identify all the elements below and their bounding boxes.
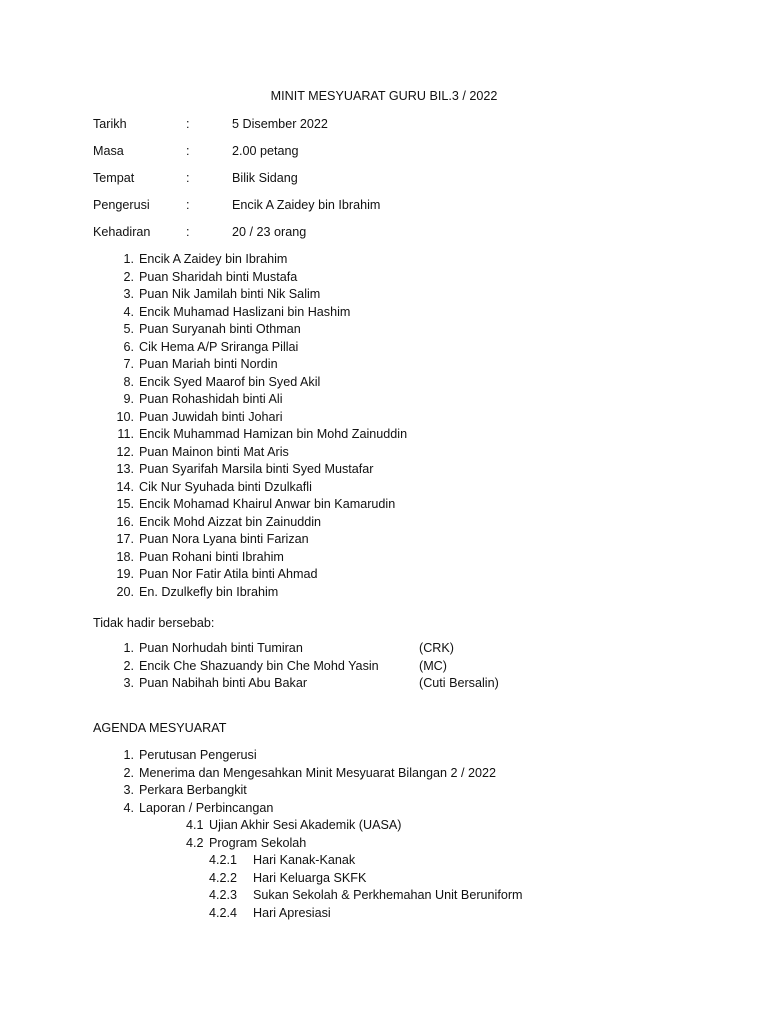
list-number: 15.	[116, 497, 134, 511]
list-number: 9.	[123, 392, 134, 406]
list-item	[0, 531, 768, 549]
attendee-name: Encik Mohd Aizzat bin Zainuddin	[139, 514, 322, 529]
attendee-name: Puan Mariah binti Nordin	[139, 357, 278, 371]
list-number: 18.	[116, 549, 134, 564]
absent-heading: Tidak hadir bersebab:	[93, 616, 215, 630]
meta-colon: :	[186, 198, 190, 212]
attendee-name: Puan Nor Fatir Atila binti Ahmad	[139, 567, 318, 581]
list-number: 14.	[116, 479, 134, 494]
list-item	[0, 765, 768, 783]
attendee-name: Puan Sharidah binti Mustafa	[139, 269, 298, 284]
list-number: 1.	[123, 252, 134, 266]
list-number: 13.	[116, 462, 134, 476]
subitem-text: Ujian Akhir Sesi Akademik (UASA)	[209, 818, 402, 832]
list-item	[0, 800, 768, 818]
list-item	[0, 496, 768, 514]
absent-name: Puan Nabihah binti Abu Bakar	[139, 676, 308, 690]
attendee-name: Encik Muhamad Haslizani bin Hashim	[139, 304, 351, 319]
meta-colon: :	[186, 144, 190, 158]
meta-label: Kehadiran	[93, 225, 151, 239]
attendee-list	[0, 251, 768, 601]
attendee-name: Cik Nur Syuhada binti Dzulkafli	[139, 479, 312, 494]
list-number: 8.	[123, 374, 134, 389]
list-number: 16.	[116, 514, 134, 529]
meta-colon: :	[186, 225, 190, 239]
list-number: 20.	[116, 584, 134, 599]
meta-value: Encik A Zaidey bin Ibrahim	[232, 198, 381, 212]
attendee-name: En. Dzulkefly bin Ibrahim	[139, 584, 279, 599]
meta-value: 5 Disember 2022	[232, 117, 328, 131]
list-number: 2.	[123, 269, 134, 284]
list-item	[0, 747, 768, 765]
list-item	[0, 658, 768, 676]
list-item	[0, 479, 768, 497]
subsubitem-text: Sukan Sekolah & Perkhemahan Unit Beruniform	[253, 888, 523, 902]
meta-label: Tarikh	[93, 117, 127, 131]
list-number: 10.	[116, 409, 134, 424]
absent-name: Encik Che Shazuandy bin Che Mohd Yasin	[139, 658, 379, 673]
subitem-text: Program Sekolah	[209, 835, 307, 850]
attendee-name: Puan Nora Lyana binti Farizan	[139, 532, 309, 546]
list-item	[0, 584, 768, 602]
list-number: 1.	[123, 641, 134, 655]
attendee-name: Puan Syarifah Marsila binti Syed Mustafar	[139, 462, 374, 476]
list-item	[0, 304, 768, 322]
list-item	[0, 269, 768, 287]
meta-value: Bilik Sidang	[232, 171, 298, 185]
meta-value: 20 / 23 orang	[232, 225, 307, 239]
document-title: MINIT MESYUARAT GURU BIL.3 / 2022	[270, 89, 498, 103]
agenda-item: Perkara Berbangkit	[139, 783, 247, 797]
list-number: 19.	[116, 567, 134, 581]
agenda-heading: AGENDA MESYUARAT	[93, 721, 227, 735]
subsubitem-number: 4.2.4	[209, 905, 238, 920]
list-item	[0, 409, 768, 427]
meta-value: 2.00 petang	[232, 144, 299, 158]
list-number: 4.	[123, 304, 134, 319]
list-item	[0, 549, 768, 567]
subsubitem-text: Hari Kanak-Kanak	[253, 853, 356, 867]
list-item	[0, 640, 768, 658]
list-item	[0, 286, 768, 304]
subsubitem-number: 4.2.2	[209, 870, 238, 885]
list-item	[0, 251, 768, 269]
list-item	[0, 374, 768, 392]
list-item	[0, 321, 768, 339]
subsubitem-number: 4.2.1	[209, 853, 238, 867]
agenda-item: Laporan / Perbincangan	[139, 800, 274, 815]
attendee-name: Encik Muhammad Hamizan bin Mohd Zainuddin	[139, 427, 408, 441]
meta-label: Tempat	[93, 171, 135, 185]
absent-reason: (Cuti Bersalin)	[419, 676, 499, 690]
list-item	[0, 514, 768, 532]
subitem-number: 4.2	[186, 835, 204, 850]
attendee-name: Encik Mohamad Khairul Anwar bin Kamarudin	[139, 497, 396, 511]
meta-colon: :	[186, 171, 190, 185]
attendee-name: Puan Mainon binti Mat Aris	[139, 444, 289, 459]
list-item	[0, 675, 768, 693]
list-number: 7.	[123, 357, 134, 371]
attendee-name: Puan Rohani binti Ibrahim	[139, 549, 284, 564]
subsubitem-number: 4.2.3	[209, 888, 238, 902]
meta-colon: :	[186, 117, 190, 131]
agenda-item: Perutusan Pengerusi	[139, 748, 257, 762]
meta-label: Pengerusi	[93, 198, 150, 212]
list-number: 11.	[117, 427, 134, 441]
attendee-name: Encik Syed Maarof bin Syed Akil	[139, 374, 321, 389]
agenda-item: Menerima dan Mengesahkan Minit Mesyuarat Bilangan 2 / 2022	[139, 765, 497, 780]
subsubitem-text: Hari Apresiasi	[253, 905, 331, 920]
subsubitem-text: Hari Keluarga SKFK	[253, 870, 367, 885]
agenda-list	[0, 747, 768, 817]
attendee-name: Puan Suryanah binti Othman	[139, 322, 301, 336]
list-number: 12.	[116, 444, 134, 459]
attendee-name: Puan Nik Jamilah binti Nik Salim	[139, 287, 321, 301]
list-item	[0, 426, 768, 444]
list-number: 17.	[116, 532, 134, 546]
list-item	[0, 339, 768, 357]
list-item	[0, 566, 768, 584]
list-item	[0, 391, 768, 409]
attendee-name: Puan Rohashidah binti Ali	[139, 392, 283, 406]
absent-name: Puan Norhudah binti Tumiran	[139, 641, 303, 655]
list-item	[0, 461, 768, 479]
absent-list	[0, 640, 768, 693]
list-number: 3.	[123, 783, 134, 797]
list-item	[0, 356, 768, 374]
list-number: 2.	[123, 765, 134, 780]
subitem-number: 4.1	[186, 818, 204, 832]
list-number: 5.	[123, 322, 134, 336]
meta-label: Masa	[93, 144, 124, 158]
list-number: 1.	[123, 748, 134, 762]
attendee-name: Cik Hema A/P Sriranga Pillai	[139, 339, 299, 354]
list-number: 2.	[123, 658, 134, 673]
attendee-name: Puan Juwidah binti Johari	[139, 409, 283, 424]
list-item	[0, 782, 768, 800]
attendee-name: Encik A Zaidey bin Ibrahim	[139, 252, 288, 266]
list-number: 6.	[123, 339, 134, 354]
absent-reason: (CRK)	[419, 641, 454, 655]
list-item	[0, 444, 768, 462]
absent-reason: (MC)	[419, 658, 447, 673]
list-number: 3.	[123, 287, 134, 301]
list-number: 4.	[123, 800, 134, 815]
list-number: 3.	[123, 676, 134, 690]
